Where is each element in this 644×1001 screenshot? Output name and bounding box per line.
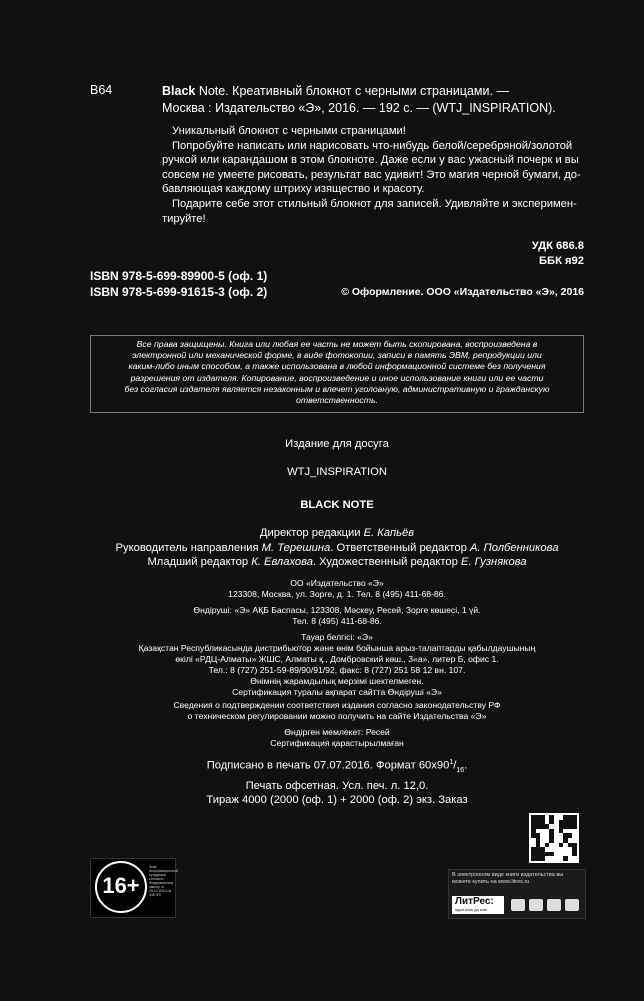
staff-name: Е. Капьёв: [363, 527, 415, 539]
legal-line: электронной или механической форме, в виде фотокопии, записи в память ЭВМ, репродукции или: [132, 350, 542, 361]
publisher-block-1: [80, 578, 594, 600]
qr-module: [563, 856, 568, 861]
staff-role: . Ответственный редактор: [330, 541, 470, 554]
staff-name: А. Полбенникова: [469, 541, 559, 554]
bbk: ББК я92: [539, 255, 584, 267]
print-format: Подписано в печать 07.07.2016. Формат 60х90: [206, 759, 450, 772]
publisher-line: Тауар белгісі: «Э»: [301, 632, 373, 642]
publisher-line: Сертификация туралы ақпарат сайтта Өндіруші «Э»: [232, 687, 442, 697]
biblio-title-block: [162, 83, 584, 117]
publisher-block-3: [80, 632, 594, 698]
staff-name: Е. Гузнякова: [460, 556, 527, 569]
annotation-line: ручкой или карандашом в этом блокноте. Даже если у вас ужасный почерк и вы: [162, 154, 579, 167]
annotation-line: Уникальный блокнот с черными страницами!: [172, 125, 406, 137]
android-icon: [529, 899, 543, 911]
isbn-2: ISBN 978-5-699-91615-3 (оф. 2): [90, 285, 268, 299]
publisher-line: 123308, Москва, ул. Зорге, д. 1. Тел. 8 (495) 411-68-86.: [228, 589, 446, 599]
legal-notice-box: [90, 335, 584, 413]
litres-logo-sub: один клик до книг: [455, 907, 488, 912]
publisher-line: Сведения о подтверждении соответствия издания согласно законодательству РФ: [173, 700, 501, 710]
publisher-line: о техническом регулировании можно получить на сайте Издательства «Э»: [187, 711, 487, 721]
publisher-line: Сертификация қарастырылмаған: [270, 738, 404, 748]
qr-module: [549, 852, 554, 857]
format-fraction-end: .: [464, 759, 468, 772]
staff-block: [60, 526, 614, 570]
qr-code: [529, 813, 579, 863]
biblio-line2: Москва : Издательство «Э», 2016. — 192 с. — (WTJ_INSPIRATION).: [162, 101, 556, 115]
legal-line: каким-либо иным способом, а также использована в любой информационной системе без получения: [128, 361, 546, 372]
age-rating-badge: [90, 858, 176, 918]
qr-module: [572, 852, 577, 857]
litres-logo: [452, 896, 504, 914]
isbn-1: ISBN 978-5-699-89900-5 (оф. 1): [90, 269, 268, 283]
legal-line: Все права защищены. Книга или любая ее часть не может быть скопирована, воспроизведена в: [136, 339, 538, 349]
biblio-code: В64: [90, 83, 113, 97]
isbn-block: [90, 268, 267, 300]
windows-icon: [565, 899, 579, 911]
qr-module: [549, 820, 554, 825]
staff-role: Директор редакции: [259, 527, 364, 539]
legal-line: без согласия издателя является незаконным и влечет уголовную, административную и гражданскую: [124, 383, 550, 394]
publisher-line: Өндірген мемлекет: Ресей: [284, 727, 390, 737]
legal-line: ответственность.: [296, 395, 378, 406]
qr-module: [568, 833, 573, 838]
publisher-line: Қазақстан Республикасында дистрибьютор және өнім бойынша арыз-талаптарды қабылдаушының: [138, 643, 536, 653]
format-fraction-sep: /: [453, 759, 457, 772]
litres-banner: [448, 869, 586, 919]
staff-role: Руководитель направления: [115, 541, 262, 554]
udk: УДК 686.8: [531, 240, 584, 252]
annotation: [162, 124, 584, 226]
edition-type: Издание для досуга: [285, 438, 389, 450]
legal-line: разрешения от издателя. Копирование, воспроизведение и иное использование книги или ее части: [130, 372, 544, 383]
qr-module: [549, 838, 554, 843]
format-fraction-den: 16: [456, 766, 465, 774]
publisher-line: ОО «Издательство «Э»: [290, 578, 384, 588]
print-type: Печать офсетная. Усл. печ. л. 12,0.: [245, 779, 429, 792]
publisher-block-4: [80, 700, 594, 722]
publisher-line: Өндіруші: «Э» АҚБ Баспасы, 123308, Мәскеу, Ресей, Зорге көшесі, 1 үй.: [193, 605, 481, 615]
windows-phone-icon: [547, 899, 561, 911]
print-run: Тираж 4000 (2000 (оф. 1) + 2000 (оф. 2) экз. Заказ: [206, 794, 468, 807]
publisher-line: өкілі «РДЦ-Алматы» ЖШС, Алматы қ., Домбровский көш., 3«а», литер Б, офис 1.: [175, 654, 499, 664]
copyright: © Оформление. ООО «Издательство «Э», 2016: [341, 286, 584, 298]
edition-series: WTJ_INSPIRATION: [287, 466, 387, 478]
qr-module: [545, 843, 550, 848]
annotation-line: Попробуйте написать или нарисовать что-нибудь белой/серебряной/золотой: [172, 139, 573, 152]
qr-module: [559, 843, 564, 848]
qr-module: [540, 856, 545, 861]
staff-name: М. Терешина: [261, 541, 331, 554]
publisher-line: Тел. 8 (495) 411-68-86.: [292, 616, 382, 626]
litres-logo-text: ЛитРес:: [455, 896, 494, 907]
apple-icon: [511, 899, 525, 911]
age-rating-note: Знак информационной продукции согласно Федеральному закону от 29.12.2010 № 436-ФЗ: [149, 865, 178, 897]
staff-role: Младший редактор: [147, 556, 252, 569]
litres-text: В электронном виде книги издательства вы можете купить на www.litres.ru: [452, 872, 564, 885]
age-rating-label: 16+: [102, 873, 140, 898]
publisher-line: Тел.: 8 (727) 251-59-89/90/91/92, факс: 8 (727) 251 58 12 вн. 107.: [208, 665, 466, 675]
annotation-line: совсем не умеете рисовать, результат вас удивит! Это магия черной бумаги, до-: [162, 168, 581, 181]
biblio-title-bold: Black: [162, 84, 196, 98]
staff-name: К. Евлахова: [251, 556, 313, 569]
publisher-block-2: [80, 605, 594, 627]
qr-module: [572, 824, 577, 829]
annotation-line: бавляющая каждому штриху изящество и красоту.: [162, 183, 425, 196]
format-fraction-num: 1: [449, 759, 454, 766]
edition-title: BLACK NOTE: [300, 499, 374, 511]
staff-role: . Художественный редактор: [312, 556, 461, 569]
annotation-line: Подарите себе этот стильный блокнот для записей. Удивляйте и эксперимен-: [172, 197, 577, 210]
publisher-line: Өнімнің жарамдылық мерзімі шектелмеген.: [250, 676, 424, 686]
annotation-line: тируйте!: [162, 212, 206, 225]
biblio-title-rest: Note. Креативный блокнот с черными страницами. —: [195, 84, 509, 98]
publisher-block-5: [80, 727, 594, 749]
print-info: [90, 756, 584, 808]
